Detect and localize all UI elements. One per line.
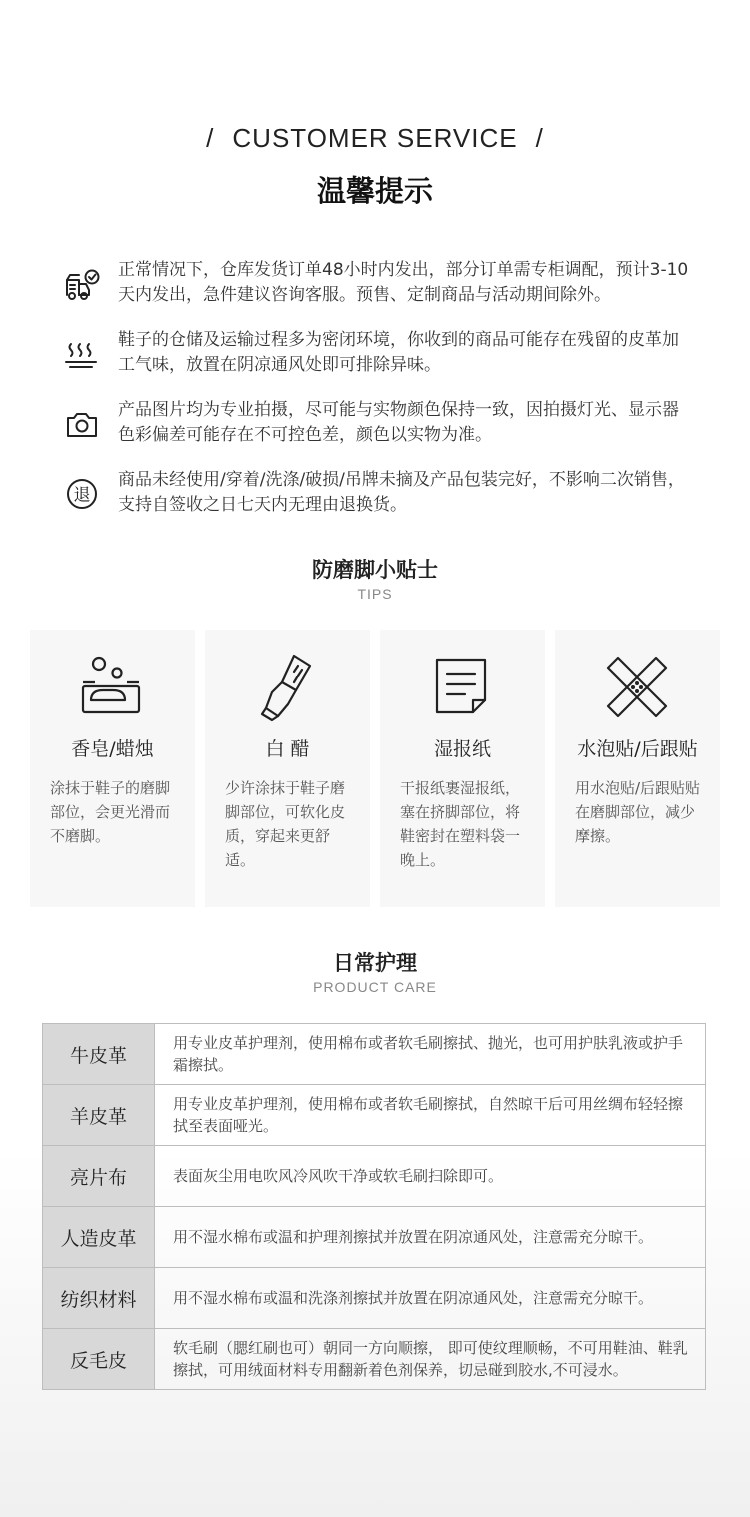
material-label: 纺织材料 xyxy=(43,1268,155,1329)
tips-cards xyxy=(30,630,720,907)
notice-list xyxy=(62,258,702,538)
title-slash-left: / xyxy=(206,123,215,153)
material-label: 牛皮革 xyxy=(43,1024,155,1085)
notice-item-odor xyxy=(62,328,702,398)
notice-text: 商品未经使用/穿着/洗涤/破损/吊牌未摘及产品包装完好，不影响二次销售，支持自签收之日七天内无理由退换货。 xyxy=(118,470,685,515)
vinegar-bottle-icon xyxy=(252,652,322,722)
table-row xyxy=(43,1207,706,1268)
delivery-truck-icon xyxy=(62,266,102,302)
care-title: 日常护理 xyxy=(333,951,417,975)
table-row xyxy=(43,1329,706,1390)
care-method: 用不湿水棉布或温和护理剂擦拭并放置在阴凉通风处，注意需充分晾干。 xyxy=(155,1207,706,1268)
bandage-icon xyxy=(602,652,672,722)
tip-card-vinegar xyxy=(205,630,370,907)
page-title: 温馨提示 xyxy=(316,174,433,208)
tips-subtitle: TIPS xyxy=(357,586,393,602)
care-method: 用专业皮革护理剂，使用棉布或者软毛刷擦拭、抛光，也可用护肤乳液或护手霜擦拭。 xyxy=(155,1024,706,1085)
tip-card-paper xyxy=(380,630,545,907)
material-label: 亮片布 xyxy=(43,1146,155,1207)
notice-text: 产品图片均为专业拍摄，尽可能与实物颜色保持一致，因拍摄灯光、显示器色彩偏差可能存在不可控色差，颜色以实物为准。 xyxy=(118,400,679,445)
notice-item-color xyxy=(62,398,702,468)
notice-text: 正常情况下，仓库发货订单48小时内发出，部分订单需专柜调配，预计3-10天内发出，急件建议咨询客服。预售、定制商品与活动期间除外。 xyxy=(118,260,689,305)
wet-paper-icon xyxy=(427,652,497,722)
en-title-text: CUSTOMER SERVICE xyxy=(232,123,518,153)
notice-item-return xyxy=(62,468,702,538)
header xyxy=(0,118,750,210)
table-row xyxy=(43,1268,706,1329)
return-icon xyxy=(62,476,102,512)
care-section-title xyxy=(0,949,750,995)
care-method: 用专业皮革护理剂，使用棉布或者软毛刷擦拭，自然晾干后可用丝绸布轻轻擦拭至表面哑光。 xyxy=(155,1085,706,1146)
title-slash-right: / xyxy=(535,123,544,153)
care-method: 软毛刷（腮红刷也可）朝同一方向顺擦， 即可使纹理顺畅，不可用鞋油、鞋乳擦拭，可用绒面材料专用翻新着色剂保养，切忌碰到胶水,不可浸水。 xyxy=(155,1329,706,1390)
soap-candle-icon xyxy=(77,652,147,722)
care-method: 表面灰尘用电吹风冷风吹干净或软毛刷扫除即可。 xyxy=(155,1146,706,1207)
care-method: 用不湿水棉布或温和洗涤剂擦拭并放置在阴凉通风处，注意需充分晾干。 xyxy=(155,1268,706,1329)
tip-desc: 涂抹于鞋子的磨脚部位，会更光滑而不磨脚。 xyxy=(50,779,171,845)
tip-card-bandage xyxy=(555,630,720,907)
material-label: 反毛皮 xyxy=(43,1329,155,1390)
odor-steam-icon xyxy=(62,336,102,372)
tip-name: 香皂/蜡烛 xyxy=(71,738,154,760)
tip-desc: 用水泡贴/后跟贴贴在磨脚部位，减少摩擦。 xyxy=(575,779,701,845)
table-row xyxy=(43,1024,706,1085)
tips-section-title xyxy=(0,556,750,602)
return-icon-char: 退 xyxy=(73,485,91,506)
tip-name: 白 醋 xyxy=(265,738,310,760)
care-table xyxy=(42,1023,706,1390)
tips-title: 防磨脚小贴士 xyxy=(312,558,438,582)
material-label: 羊皮革 xyxy=(43,1085,155,1146)
care-subtitle: PRODUCT CARE xyxy=(313,979,437,995)
tip-desc: 干报纸裹湿报纸，塞在挤脚部位，将鞋密封在塑料袋一晚上。 xyxy=(400,779,521,869)
tip-card-soap xyxy=(30,630,195,907)
notice-item-shipping xyxy=(62,258,702,328)
notice-text: 鞋子的仓储及运输过程多为密闭环境，你收到的商品可能存在残留的皮革加工气味，放置在阴凉通风处即可排除异味。 xyxy=(118,330,679,375)
tip-name: 湿报纸 xyxy=(433,738,491,760)
table-row xyxy=(43,1146,706,1207)
table-row xyxy=(43,1085,706,1146)
tip-desc: 少许涂抹于鞋子磨脚部位，可软化皮质，穿起来更舒适。 xyxy=(225,779,346,869)
camera-icon xyxy=(62,406,102,442)
tip-name: 水泡贴/后跟贴 xyxy=(577,738,698,760)
en-title xyxy=(0,118,750,158)
material-label: 人造皮革 xyxy=(43,1207,155,1268)
